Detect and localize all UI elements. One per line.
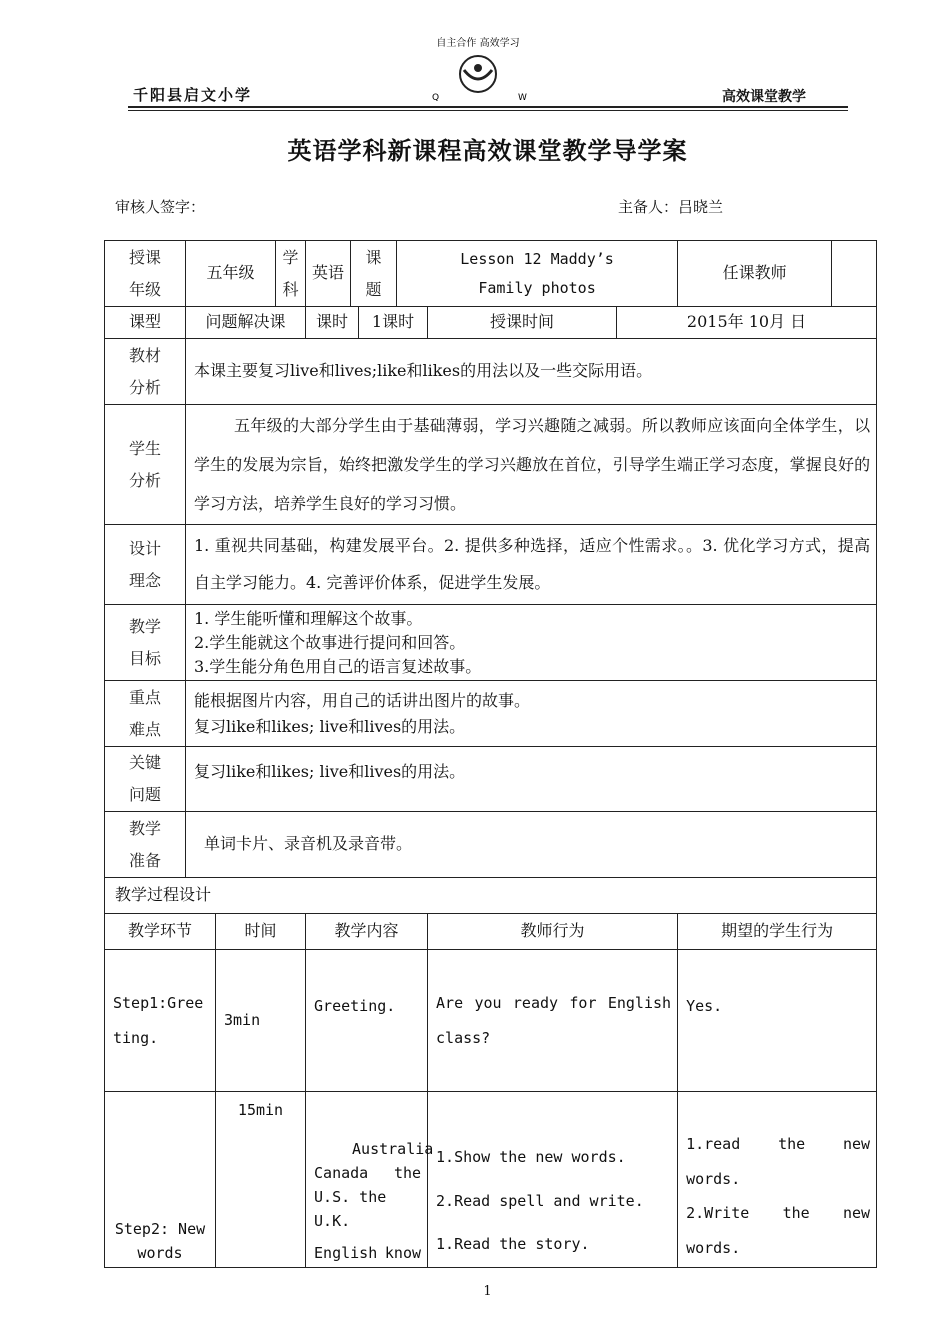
info-row-1 [105, 241, 877, 307]
section-lines: 1. 学生能听懂和理解这个故事。 2.学生能就这个故事进行提问和回答。 3.学生能分角色用自己的语言复述故事。 [186, 605, 877, 681]
header-step: 教学环节 [105, 914, 216, 950]
process-row-new-words [105, 1092, 877, 1268]
school-name: 千阳县启文小学 [133, 86, 253, 104]
reviewer-signature: 审核人签字： [115, 198, 206, 216]
lesson-plan-table [104, 240, 877, 1268]
section-text: 五年级的大部分学生由于基础薄弱，学习兴趣随之减弱。所以教师应该面向全体学生，以学生的发展为宗旨，始终把激发学生的学习兴趣放在首位，引导学生端正学习态度，掌握良好的学习方法，培养学生良好的学习习惯。 [186, 405, 877, 525]
section-design [105, 525, 877, 605]
header-rule-thin [128, 110, 848, 111]
section-label: 设计 理念 [105, 525, 186, 605]
subject-label: 学 科 [276, 241, 306, 307]
header-content: 教学内容 [306, 914, 428, 950]
teacher-cell: Are you ready for English class? [428, 950, 678, 1092]
section-textbook [105, 339, 877, 405]
type-label: 课型 [105, 307, 186, 339]
teacher-label: 任课教师 [678, 241, 832, 307]
section-text: 单词卡片、录音机及录音带。 [186, 812, 877, 878]
student-cell: Yes. [678, 950, 877, 1092]
step-cell: Step1:Greeting. [105, 950, 216, 1092]
info-row-2 [105, 307, 877, 339]
hours-value: 1课时 [359, 307, 428, 339]
process-title-row [105, 878, 877, 914]
process-row-greeting [105, 950, 877, 1092]
time-label: 授课时间 [428, 307, 617, 339]
time-cell: 3min [216, 950, 306, 1092]
student-cell: 1.read the new words. 2.Write the new words. [678, 1092, 877, 1268]
page-title: 英语学科新课程高效课堂教学导学案 [287, 137, 688, 165]
section-label: 重点 难点 [105, 681, 186, 747]
subject-value: 英语 [306, 241, 351, 307]
header-rule [128, 106, 848, 108]
section-key-points [105, 681, 877, 747]
logo-q: Q [432, 93, 440, 103]
logo-w: W [518, 93, 527, 103]
section-label: 教学 准备 [105, 812, 186, 878]
step-cell: Step2: New words [105, 1092, 216, 1268]
section-label: 教材 分析 [105, 339, 186, 405]
header-right-title: 高效课堂教学 [722, 89, 806, 105]
section-preparation [105, 812, 877, 878]
page-number: 1 [483, 1284, 492, 1299]
section-lines: 能根据图片内容，用自己的话讲出图片的故事。 复习like和likes; live和lives的用法。 [186, 681, 877, 747]
logo-text: 自主合作 高效学习 [436, 38, 520, 49]
teacher-cell: 1.Show the new words. 2.Read spell and write. 1.Read the story. [428, 1092, 678, 1268]
section-students [105, 405, 877, 525]
header-student: 期望的学生行为 [678, 914, 877, 950]
content-cell: Greeting. [306, 950, 428, 1092]
time-cell: 15min [216, 1092, 306, 1268]
grade-label: 授课 年级 [105, 241, 186, 307]
topic-value: Lesson 12 Maddy’s Family photos [397, 241, 678, 307]
header-time: 时间 [216, 914, 306, 950]
section-label: 关键 问题 [105, 747, 186, 812]
section-key-question [105, 747, 877, 812]
hours-label: 课时 [306, 307, 359, 339]
section-goals [105, 605, 877, 681]
section-text: 本课主要复习live和lives;like和likes的用法以及一些交际用语。 [186, 339, 877, 405]
grade-value: 五年级 [186, 241, 276, 307]
preparer: 主备人：吕晓兰 [618, 198, 724, 216]
content-cell: Australia Canada the U.S. the U.K. English know [306, 1092, 428, 1268]
type-value: 问题解决课 [186, 307, 306, 339]
section-label: 学生 分析 [105, 405, 186, 525]
time-value: 2015年 10月 日 [617, 307, 877, 339]
school-logo [418, 32, 538, 112]
teacher-value [832, 241, 877, 307]
section-text: 1. 重视共同基础，构建发展平台。2. 提供多种选择，适应个性需求。。3. 优化学习方式，提高自主学习能力。4. 完善评价体系，促进学生发展。 [186, 525, 877, 605]
process-header-row [105, 914, 877, 950]
topic-label: 课 题 [351, 241, 397, 307]
section-label: 教学 目标 [105, 605, 186, 681]
header-teacher: 教师行为 [428, 914, 678, 950]
process-title: 教学过程设计 [105, 878, 877, 914]
section-text: 复习like和likes; live和lives的用法。 [186, 747, 877, 812]
